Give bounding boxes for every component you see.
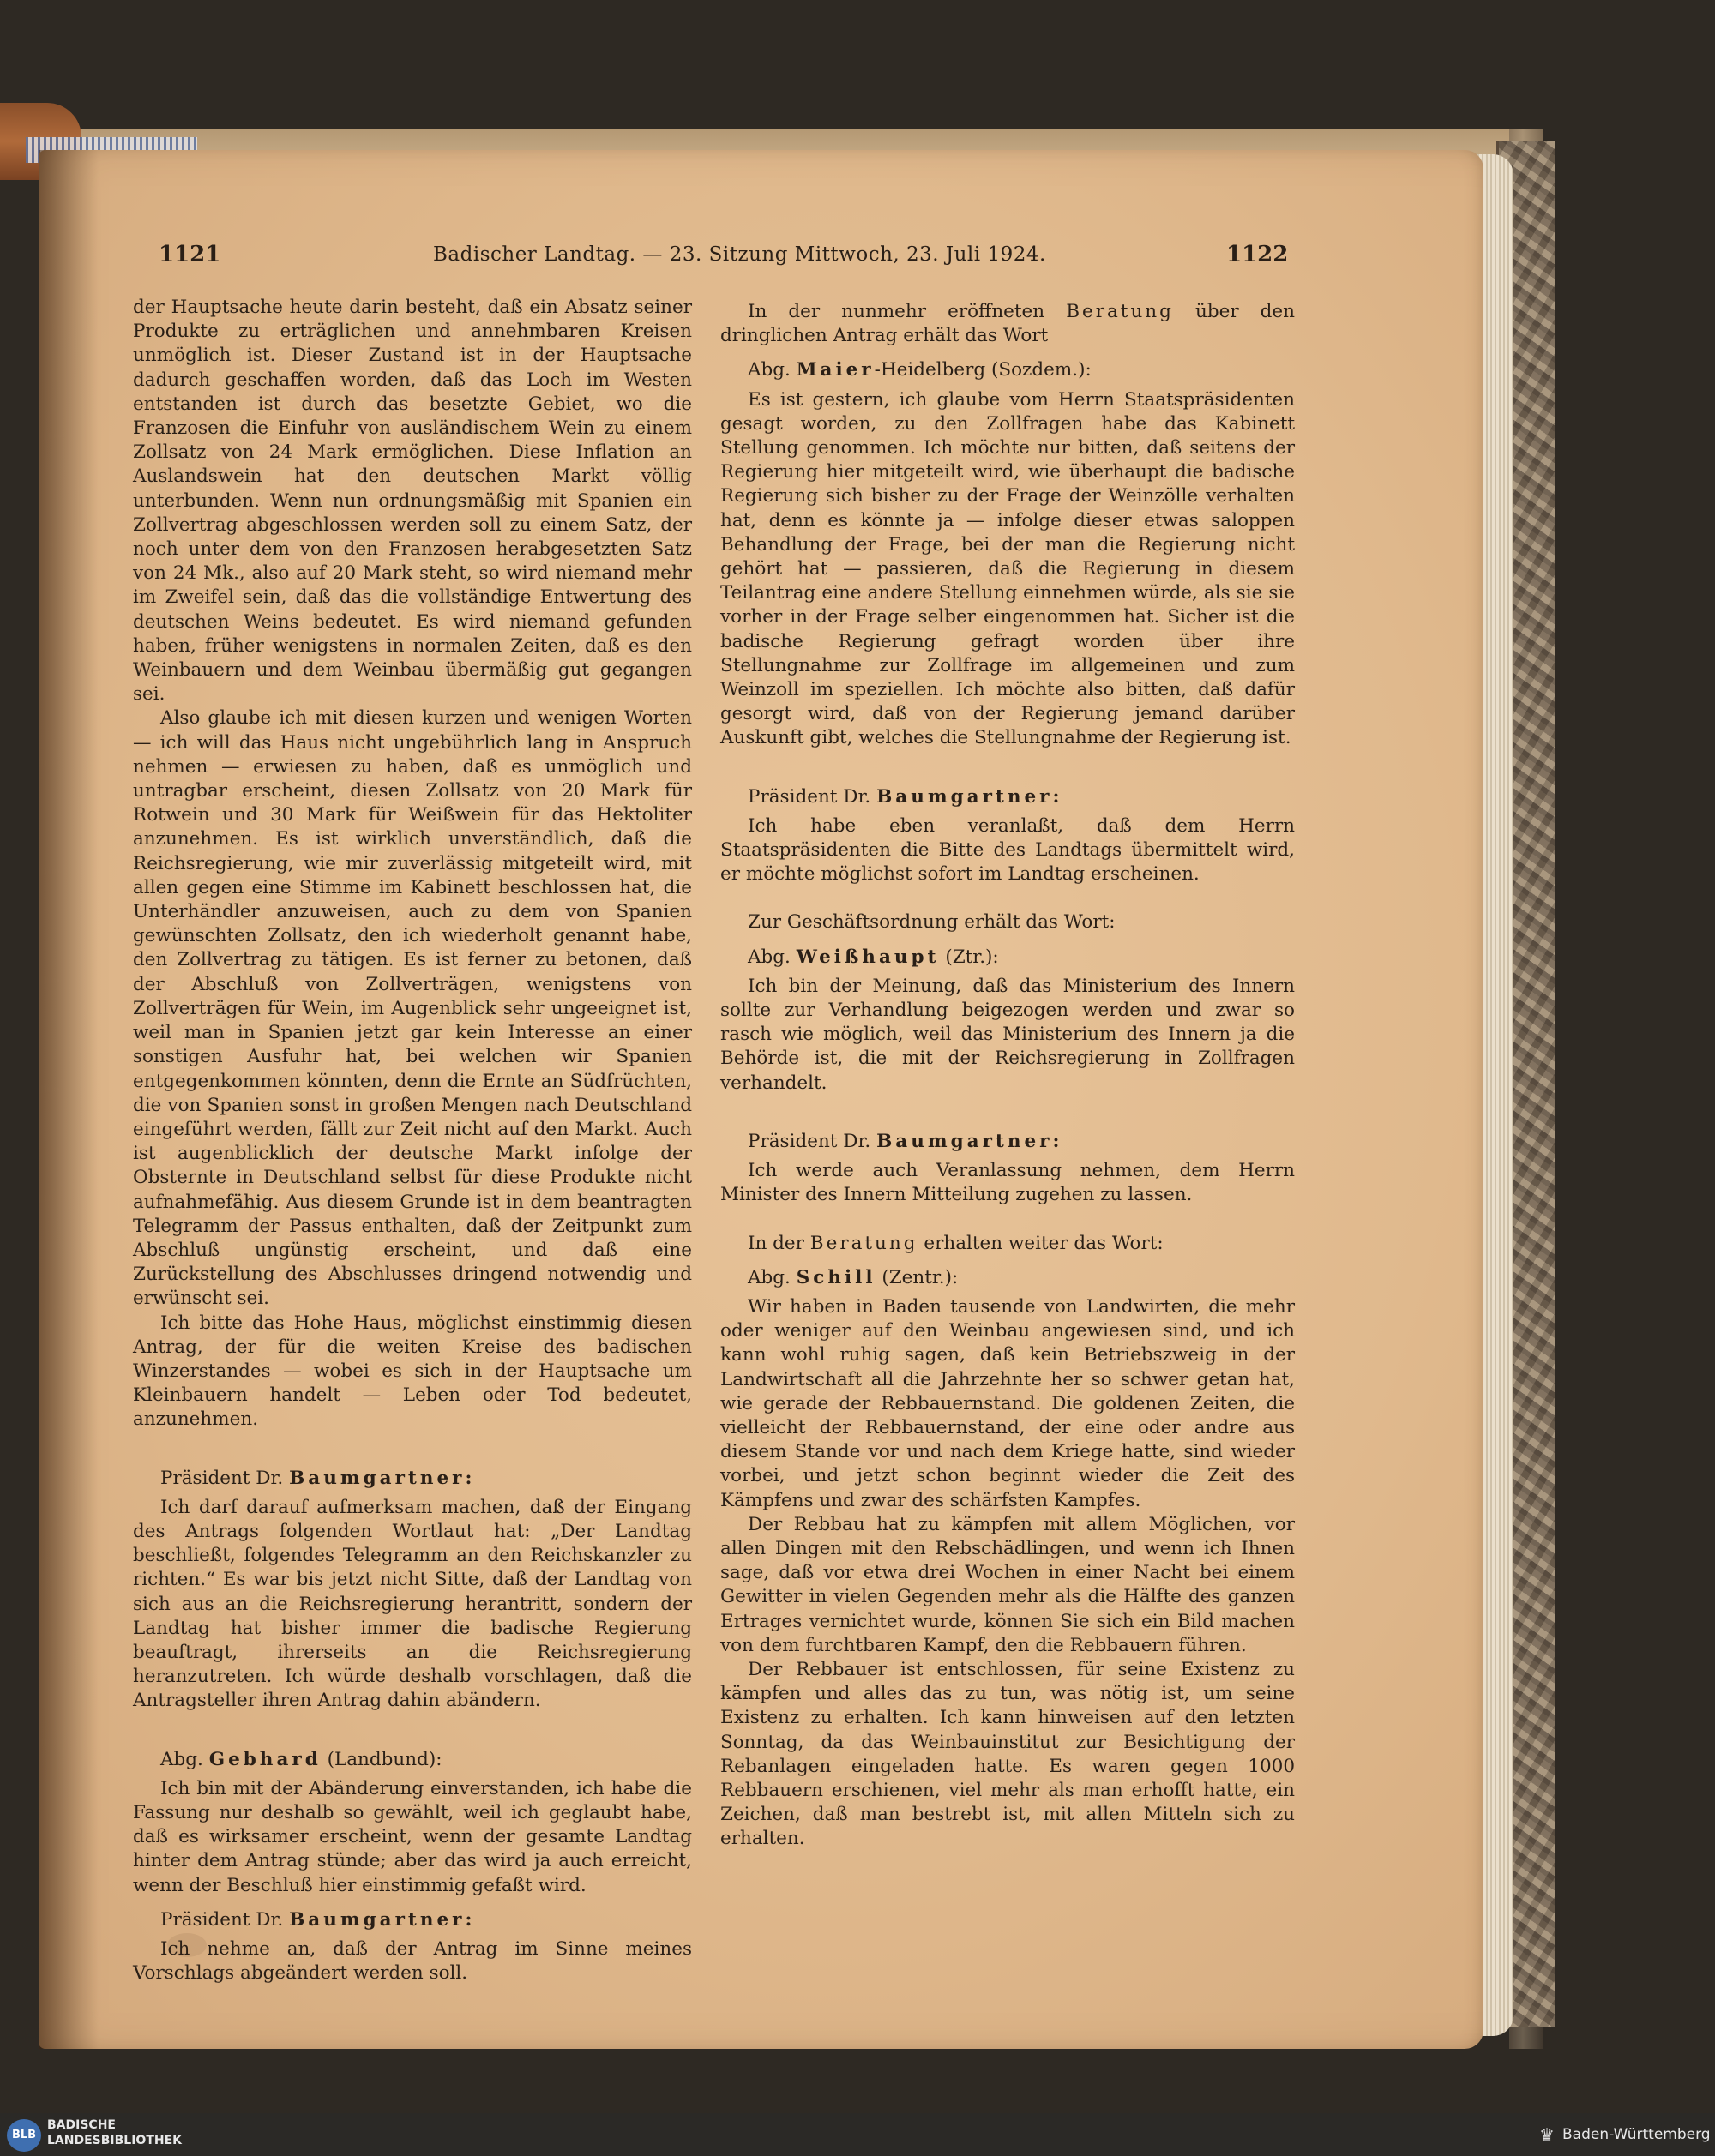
paragraph: Ich habe eben veranlaßt, daß dem Herrn Staatspräsidenten die Bitte des Landtags übermittelt wird, er möchte möglichst sofort im Landtag erscheinen. bbox=[720, 814, 1295, 886]
speaker-heading bbox=[133, 1467, 692, 1491]
page-number-left: 1121 bbox=[159, 242, 221, 267]
speaker-party: (Ztr.): bbox=[945, 946, 999, 968]
paragraph: Der Rebbau hat zu kämpfen mit allem Möglichen, vor allen Dingen mit den Rebschädlingen, und wenn ich Ihnen sage, daß vor etwa drei Wochen in einer Nacht bei einem Gewitter in vielen Gegenden mehr als die Hälfte des ganzen Ertrages vernichtet wurde, können Sie sich ein Bild machen von dem furchtbaren Kampf, den die Rebbauern führen. bbox=[720, 1513, 1295, 1656]
paragraph: Ich darf darauf aufmerksam machen, daß der Eingang des Antrags folgenden Wortlaut hat: „Der Landtag beschließt, folgendes Telegramm an den Reichskanzler zu richten.“ Es war bis jetzt nicht Sitte, daß der Landtag von sich aus an die Reichsregierung herantritt, sondern der Landtag hat bisher immer die badische Regierung beauftragt, ihrerseits an die Reichsregierung heranzutreten. Ich würde deshalb vorschlagen, daß die Antragsteller ihren Antrag dahin abändern. bbox=[133, 1496, 692, 1712]
running-head: Badischer Landtag. — 23. Sitzung Mittwoch, 23. Juli 1924. bbox=[433, 243, 1046, 266]
speaker-title: Abg. bbox=[748, 946, 791, 968]
speaker-title: Präsident Dr. bbox=[748, 785, 871, 808]
speaker-name: Baumgartner: bbox=[289, 1467, 476, 1489]
speaker-name: Maier bbox=[796, 359, 875, 381]
state-name[interactable]: Baden-Württemberg bbox=[1562, 2126, 1711, 2143]
spaced-word: Beratung bbox=[1066, 301, 1174, 322]
speaker-name: Baumgartner: bbox=[289, 1908, 476, 1931]
speaker-heading bbox=[720, 358, 1295, 382]
text-column-right bbox=[720, 300, 1295, 1852]
speaker-title: Abg. bbox=[748, 359, 791, 381]
paragraph: der Hauptsache heute darin besteht, daß ein Absatz seiner Produkte zu erträglichen und annehmbaren Kreisen unmöglich ist. Dieser Zustand ist in der Hauptsache dadurch geschaffen worden, daß das Loch im Westen entstanden ist durch das besetzte Gebiet, wo die Franzosen die Einfuhr von ausländischem Wein zu einem Zollsatz von 24 Mark ermöglichen. Diese Inflation an Auslandswein hat den deutschen Markt völlig unterbunden. Wenn nun ordnungsmäßig mit Spanien ein Zollvertrag abgeschlossen werden soll zu einem Satz, der noch unter dem von den Franzosen herabgesetzten Satz von 24 Mk., also auf 20 Mark steht, so wird niemand mehr im Zweifel sein, daß das die vollständige Entwertung des deutschen Weins bedeutet. Es wird niemand gefunden haben, früher wenigstens in normalen Zeiten, daß es den Weinbauern und dem Weinbau übermäßig gut gegangen sei. bbox=[133, 297, 692, 706]
paragraph: Wir haben in Baden tausende von Landwirten, die mehr oder weniger auf den Weinbau angewiesen sind, und ich kann wohl ruhig sagen, daß kein Betriebszweig in der Landwirtschaft all die Jahrzehnte her so schwer getan hat, wie gerade der Rebbauernstand. Die goldenen Zeiten, die vielleicht der Rebbauernstand, der eine oder andre aus diesem Stande vor und nach dem Kriege hatte, sind wieder vorbei, und jetzt schon beginnt wieder die Zeit des Kämpfens und zwar des schärfsten Kampfes. bbox=[720, 1295, 1295, 1511]
speaker-title: Präsident Dr. bbox=[160, 1908, 284, 1931]
paragraph: Ich werde auch Veranlassung nehmen, dem Herrn Minister des Innern Mitteilung zugehen zu lassen. bbox=[720, 1160, 1295, 1206]
speaker-name: Schill bbox=[796, 1266, 876, 1288]
speaker-title: Abg. bbox=[160, 1748, 203, 1770]
speaker-heading bbox=[720, 1266, 1295, 1290]
speaker-heading bbox=[720, 785, 1295, 809]
speaker-title: Präsident Dr. bbox=[748, 1130, 871, 1152]
speaker-title: Abg. bbox=[748, 1266, 791, 1288]
spaced-word: Beratung bbox=[809, 1232, 918, 1254]
paragraph: Ich bitte das Hohe Haus, möglichst einstimmig diesen Antrag, der für die weiten Kreise des badischen Winzerstandes — wobei es sich in der Hauptsache um Kleinbauern handelt — Leben oder Tod bedeutet, anzunehmen. bbox=[133, 1312, 692, 1431]
speaker-name: Baumgartner: bbox=[876, 785, 1063, 808]
speaker-party: -Heidelberg (Sozdem.): bbox=[874, 359, 1092, 381]
paragraph: In der Beratung erhalten weiter das Wort: bbox=[748, 1232, 1164, 1254]
library-name[interactable]: BADISCHE LANDESBIBLIOTHEK bbox=[47, 2118, 183, 2147]
blb-logo-icon[interactable]: BLB bbox=[7, 2119, 41, 2152]
paragraph: Der Rebbauer ist entschlossen, für seine Existenz zu kämpfen und alles das zu tun, was nötig ist, um seine Existenz zu erhalten. Ich kann hinweisen auf den letzten Sonntag, da das Weinbauinstitut zur Besichtigung der Rebanlagen eingeladen hatte. Es waren gegen 1000 Rebbauern erschienen, viel mehr als man erhofft hatte, ein Zeichen, daß man bestrebt ist, mit allen Mitteln sich zu erhalten. bbox=[720, 1658, 1295, 1850]
speaker-party: (Zentr.): bbox=[882, 1266, 959, 1288]
speaker-heading bbox=[720, 946, 1295, 970]
gutter-shadow bbox=[39, 150, 99, 2049]
footer-bar bbox=[0, 2113, 1715, 2156]
paragraph: Zur Geschäftsordnung erhält das Wort: bbox=[748, 911, 1116, 934]
paragraph: Also glaube ich mit diesen kurzen und wenigen Worten — ich will das Haus nicht ungebührlich lang in Anspruch nehmen — erwiesen zu haben, daß es unmöglich und untragbar erscheint, diesen Zollsatz von 20 Mark für Rotwein und 30 Mark für Weißwein für das Hektoliter anzunehmen. Es ist wirklich unverständlich, daß die Reichsregierung, wie mir zuverlässig mitgeteilt wird, mit allen gegen eine Stimme im Kabinett beschlossen hat, die Unterhändler anzuweisen, auch zu dem von Spanien gewünschten Zollsatz, den ich wiederholt genannt habe, den Zollvertrag zu tätigen. Es ist ferner zu betonen, daß der Abschluß von Zollverträgen, wenigstens von Zollverträgen für Wein, im Augenblick sehr ungeeignet ist, weil man in Spanien jetzt gar kein Interesse an einer sonstigen Ausfuhr hat, bei welchen wir Spanien entgegenkommen könnten, denn die Ernte an Südfrüchten, die von Spanien sonst in großen Mengen nach Deutschland eingeführt werden, fällt zur Zeit nicht auf den Markt. Auch ist augenblicklich der deutsche Markt infolge der Obsternte in Deutschland selbst für diese Produkte nicht aufnahmefähig. Aus diesem Grunde ist in dem beantragten Telegramm der Passus enthalten, daß der Zeitpunkt zum Abschluß ungünstig erscheint, und daß eine Zurückstellung des Abschlusses dringend notwendig und erwünscht sei. bbox=[133, 707, 692, 1310]
speaker-name: Gebhard bbox=[208, 1748, 322, 1770]
paragraph: In der nunmehr eröffneten Beratung über den dringlichen Antrag erhält das Wort bbox=[720, 301, 1296, 347]
stag-crest-icon: ♛ bbox=[1539, 2124, 1555, 2145]
speaker-title: Präsident Dr. bbox=[160, 1467, 284, 1489]
speaker-heading bbox=[720, 1130, 1295, 1154]
page-number-right: 1122 bbox=[1226, 242, 1289, 267]
text-column-left bbox=[133, 296, 692, 1985]
speaker-heading bbox=[133, 1748, 692, 1772]
speaker-name: Baumgartner: bbox=[876, 1130, 1063, 1152]
paragraph: Ich bin der Meinung, daß das Ministerium des Innern sollte zur Verhandlung beigezogen werden und zwar so rasch wie möglich, weil das Ministerium des Innern ja die Behörde ist, die mit der Reichsregierung in Zollfragen verhandelt. bbox=[720, 975, 1295, 1094]
paragraph: Es ist gestern, ich glaube vom Herrn Staatspräsidenten gesagt worden, zu den Zollfragen habe das Kabinett Stellung genommen. Ich möchte nur bitten, daß seitens der Regierung hier mitgeteilt wird, wie überhaupt die badische Regierung sich bisher zu der Frage der Weinzölle verhalten hat, denn es könnte ja — infolge dieser etwas saloppen Behandlung der Frage, bei der man die Regierung nicht gehört hat — passieren, daß die Regierung in diesem Teilantrag eine andere Stellung einnehmen würde, als sie sie vorher in der Frage selber eingenommen hat. Sicher ist die badische Regierung gefragt worden über ihre Stellungnahme zur Zollfrage im allgemeinen und zum Weinzoll im speziellen. Ich möchte also bitten, daß dafür gesorgt wird, daß von der Regierung jemand darüber Auskunft gibt, welches die Stellungnahme der Regierung ist. bbox=[720, 388, 1295, 749]
speaker-name: Weißhaupt bbox=[796, 946, 940, 968]
speaker-party: (Landbund): bbox=[327, 1748, 442, 1770]
paragraph: Ich nehme an, daß der Antrag im Sinne meines Vorschlags abgeändert werden soll. bbox=[133, 1938, 692, 1985]
paragraph: Ich bin mit der Abänderung einverstanden, ich habe die Fassung nur deshalb so gewählt, weil ich geglaubt habe, daß es wirksamer erscheint, wenn der gesamte Landtag hinter dem Antrag stünde; aber das wird ja auch erreicht, wenn der Beschluß hier einstimmig gefaßt wird. bbox=[133, 1777, 692, 1896]
speaker-heading bbox=[133, 1908, 692, 1932]
